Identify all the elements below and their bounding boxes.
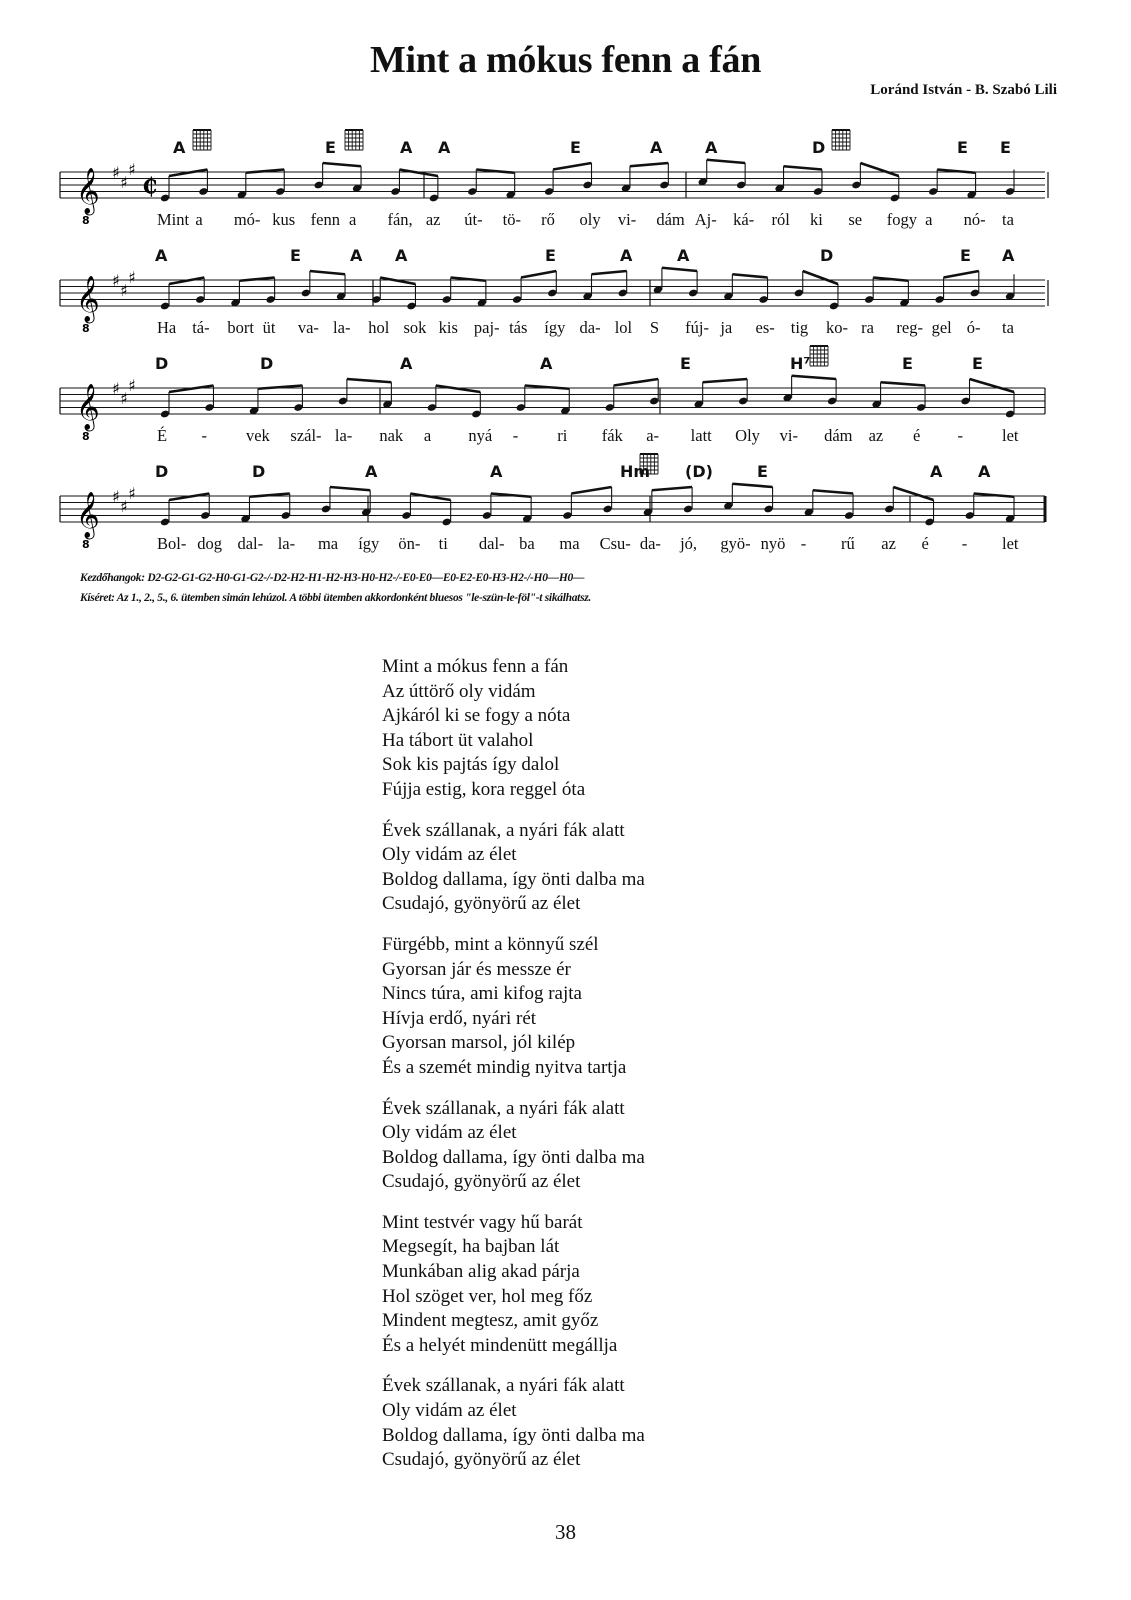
- chord-symbol: A: [173, 138, 186, 157]
- lyric-syllable: É: [157, 426, 168, 445]
- lyric-syllable: Bol-: [157, 534, 187, 553]
- lyric-syllable: az: [425, 210, 441, 229]
- lyric-syllable: ó-: [966, 318, 981, 337]
- lyrics-verses: [382, 655, 802, 1489]
- stanza: [382, 933, 802, 1081]
- note-beam: [553, 163, 591, 170]
- lyric-syllable: fák: [601, 426, 623, 445]
- lyric-syllable: jó,: [680, 534, 698, 553]
- lyric-syllable: gel: [931, 318, 952, 337]
- lyric-syllable: ról: [771, 210, 790, 229]
- lyric-syllable: -: [512, 426, 519, 445]
- chord-symbol: E: [902, 354, 913, 373]
- note-beam: [592, 271, 627, 274]
- sharp-icon: ♯: [112, 163, 120, 182]
- lyric-syllable: bort: [227, 318, 254, 337]
- lyric-syllable: sok: [403, 318, 427, 337]
- chord-diagram-icon: [830, 128, 852, 152]
- verse-line: Fújja estig, kora reggel óta: [382, 778, 586, 800]
- lyric-syllable: ta: [1002, 318, 1014, 337]
- note-beam: [732, 274, 767, 277]
- note-beam: [703, 379, 747, 382]
- lyric-syllable: ko-: [825, 318, 848, 337]
- chord-symbol: E: [957, 138, 968, 157]
- staff-system: [60, 356, 1065, 466]
- lyric-syllable: Ha: [157, 318, 177, 337]
- lyric-syllable: az: [868, 426, 884, 445]
- note-beam: [803, 271, 838, 284]
- lyric-syllable: dám: [656, 210, 685, 229]
- chord-symbol: D: [260, 354, 274, 373]
- staff-system: [60, 464, 1065, 574]
- verse-line: Munkában alig akad párja: [382, 1261, 580, 1283]
- lyric-syllable: rő: [541, 210, 555, 229]
- verse-line: Csudajó, gyönyörű az élet: [382, 1171, 581, 1193]
- verse-line: Mindent megtesz, amit győz: [382, 1310, 599, 1332]
- stanza: [382, 1374, 802, 1472]
- lyric-syllable: a: [423, 426, 432, 445]
- song-title: Mint a mókus fenn a fán: [369, 39, 762, 81]
- lyric-syllable: ma: [317, 534, 339, 553]
- chord-symbol: E: [757, 462, 768, 481]
- treble-clef-icon: 𝄞: [76, 168, 100, 214]
- verse-line: Csudajó, gyönyörű az élet: [382, 1449, 581, 1471]
- verse-line: Sok kis pajtás így dalol: [382, 754, 560, 776]
- verse-line: Ajkáról ki se fogy a nóta: [382, 705, 571, 727]
- note-beam: [399, 170, 437, 177]
- sharp-icon: ♯: [120, 280, 128, 300]
- lyric-syllable: ti: [438, 534, 448, 553]
- note-beam: [169, 494, 209, 501]
- chord-symbol: A: [400, 138, 413, 157]
- starting-notes: Kezdőhangok: D2-G2-G1-G2-H0-G1-G2-/-D2-H2-H1-H2-H3-H0-H2-/-E0-E0—E0-E2-E0-H3-H2-/-H0—H0—: [80, 572, 585, 584]
- verse-line: És a helyét mindenütt megállja: [382, 1334, 618, 1356]
- lyric-syllable: da-: [639, 534, 661, 553]
- verse-line: Évek szállanak, a nyári fák alatt: [382, 1375, 625, 1397]
- sharp-icon: ♯: [112, 271, 120, 290]
- lyric-syllable: út-: [464, 210, 483, 229]
- note-beam: [662, 268, 697, 271]
- note-beam: [813, 490, 853, 493]
- verse-line: Csudajó, gyönyörű az élet: [382, 893, 581, 915]
- note-beam: [169, 386, 213, 393]
- lyric-syllable: -: [961, 534, 968, 553]
- treble-clef-icon: 𝄞: [76, 276, 100, 322]
- lyric-syllable: a-: [646, 426, 660, 445]
- stanza: [382, 1211, 802, 1359]
- lyric-syllable: nyá: [468, 426, 493, 445]
- lyric-syllable: la-: [277, 534, 296, 553]
- chord-symbol: A: [620, 246, 633, 265]
- lyric-syllable: -: [800, 534, 807, 553]
- verse-line: Évek szállanak, a nyári fák alatt: [382, 1097, 625, 1119]
- lyric-syllable: vi-: [617, 210, 637, 229]
- lyric-syllable: ba: [519, 534, 535, 553]
- chord-symbol: A: [365, 462, 378, 481]
- lyric-syllable: fúj-: [685, 318, 709, 337]
- lyric-syllable: a: [195, 210, 203, 229]
- verse-line: Boldog dallama, így önti dalba ma: [382, 868, 645, 890]
- lyric-syllable: reg-: [896, 318, 923, 337]
- chord-symbol: (D): [685, 462, 713, 481]
- lyric-syllable: Csu-: [599, 534, 631, 553]
- chord-symbol: E: [1000, 138, 1011, 157]
- note-beam: [169, 278, 204, 285]
- lyric-syllable: fán,: [387, 210, 413, 229]
- lyric-syllable: é: [913, 426, 921, 445]
- song-authors: Loránd István - B. Szabó Lili: [870, 82, 1057, 98]
- chord-symbol: A: [155, 246, 168, 265]
- note-beam: [784, 166, 822, 169]
- lyric-syllable: szál-: [290, 426, 322, 445]
- lyric-syllable: így: [358, 534, 380, 553]
- lyric-syllable: va-: [297, 318, 319, 337]
- lyric-syllable: Aj-: [694, 210, 717, 229]
- verse-line: Boldog dallama, így önti dalba ma: [382, 1424, 645, 1446]
- verse-line: Évek szállanak, a nyári fák alatt: [382, 819, 625, 841]
- sharp-icon: ♯: [112, 487, 120, 506]
- chord-symbol: D: [820, 246, 834, 265]
- lyric-syllable: Mint: [157, 210, 190, 229]
- lyric-syllable: ki: [809, 210, 823, 229]
- stanza: [382, 655, 802, 803]
- lyric-syllable: ta: [1002, 210, 1014, 229]
- note-beam: [860, 163, 898, 176]
- lyric-syllable: dal-: [237, 534, 264, 553]
- chord-symbol: A: [400, 354, 413, 373]
- verse-line: Oly vidám az élet: [382, 1122, 517, 1144]
- chord-symbol: A: [677, 246, 690, 265]
- lyric-syllable: vek: [245, 426, 270, 445]
- lyric-syllable: lol: [614, 318, 633, 337]
- note-beam: [614, 379, 658, 386]
- verse-line: És a szemét mindig nyitva tartja: [382, 1056, 627, 1078]
- lyric-syllable: fogy: [886, 210, 918, 229]
- note-beam: [652, 487, 692, 490]
- chord-symbol: E: [290, 246, 301, 265]
- note-beam: [323, 163, 361, 166]
- lyric-syllable: tá-: [192, 318, 210, 337]
- lyric-syllable: az: [881, 534, 896, 553]
- lyric-syllable: let: [1002, 426, 1019, 445]
- note-beam: [347, 379, 391, 382]
- lyric-syllable: tö-: [502, 210, 522, 229]
- verse-line: Boldog dallama, így önti dalba ma: [382, 1146, 645, 1168]
- note-beam: [732, 484, 772, 487]
- lyric-syllable: ri: [557, 426, 568, 445]
- lyric-syllable: Oly: [735, 426, 760, 445]
- page-number: 38: [555, 1520, 576, 1544]
- chord-symbol: D: [252, 462, 266, 481]
- staff-system: [60, 140, 1065, 250]
- stanza: [382, 819, 802, 917]
- treble-clef-icon: 𝄞: [76, 384, 100, 430]
- note-beam: [330, 487, 370, 490]
- note-beam: [630, 163, 668, 166]
- accompaniment-note: Kíséret: Az 1., 2., 5., 6. ütemben simán lehúzol. A többi ütemben akkordonként bluesos "le-szün-le-föl"-t sikálhatsz.: [80, 592, 591, 604]
- chord-diagram-icon: [638, 452, 660, 476]
- chord-symbol: A: [930, 462, 943, 481]
- chord-symbol: A: [1002, 246, 1015, 265]
- note-beam: [436, 386, 480, 393]
- lyric-syllable: kis: [438, 318, 458, 337]
- lyric-syllable: nyö: [760, 534, 786, 553]
- octave-mark-icon: 8: [82, 322, 90, 335]
- chord-diagram-icon: [191, 128, 213, 152]
- lyric-syllable: é: [921, 534, 929, 553]
- note-beam: [521, 271, 556, 278]
- chord-symbol: D: [155, 462, 169, 481]
- verse-line: Megsegít, ha bajban lát: [382, 1236, 560, 1258]
- chord-symbol: A: [395, 246, 408, 265]
- chord-symbol: E: [325, 138, 336, 157]
- lyric-syllable: ja: [720, 318, 733, 337]
- chord-symbol: Hm: [620, 462, 651, 481]
- lyric-syllable: nó-: [963, 210, 986, 229]
- chord-symbol: A: [490, 462, 503, 481]
- lyric-syllable: a: [925, 210, 933, 229]
- lyric-syllable: -: [201, 426, 207, 445]
- verse-line: Oly vidám az élet: [382, 844, 517, 866]
- note-beam: [410, 494, 450, 501]
- chord-symbol: E: [960, 246, 971, 265]
- note-beam: [893, 487, 933, 500]
- verse-line: Az úttörő oly vidám: [382, 680, 536, 702]
- lyric-syllable: dal-: [478, 534, 505, 553]
- verse-line: Mint a mókus fenn a fán: [382, 656, 569, 677]
- chord-diagram-icon: [808, 344, 830, 368]
- note-beam: [169, 170, 207, 177]
- chord-symbol: D: [155, 354, 169, 373]
- note-beam: [944, 271, 979, 278]
- lyric-syllable: ön-: [398, 534, 421, 553]
- lyric-syllable: nak: [379, 426, 404, 445]
- lyric-syllable: latt: [690, 426, 712, 445]
- chord-symbol: A: [705, 138, 718, 157]
- verse-line: Gyorsan jár és messze ér: [382, 958, 571, 980]
- lyric-syllable: ra: [861, 318, 874, 337]
- verse-line: Hívja erdő, nyári rét: [382, 1007, 537, 1029]
- chord-symbol: E: [972, 354, 983, 373]
- treble-clef-icon: 𝄞: [76, 492, 100, 538]
- lyric-syllable: gyö-: [720, 534, 751, 553]
- chord-symbol: E: [680, 354, 691, 373]
- lyric-syllable: fenn: [310, 210, 340, 229]
- note-beam: [707, 160, 745, 163]
- lyric-syllable: let: [1002, 534, 1019, 553]
- sharp-icon: ♯: [128, 483, 136, 503]
- verse-line: Ha tábort üt valahol: [382, 729, 534, 751]
- note-beam: [881, 382, 925, 385]
- lyric-syllable: ma: [559, 534, 580, 553]
- verse-line: Hol szöget ver, hol meg főz: [382, 1285, 593, 1307]
- lyric-syllable: így: [544, 318, 566, 337]
- lyric-syllable: -: [957, 426, 964, 445]
- sharp-icon: ♯: [112, 379, 120, 398]
- chord-symbol: A: [978, 462, 991, 481]
- chord-symbol: A: [650, 138, 663, 157]
- octave-mark-icon: 8: [82, 214, 90, 227]
- verse-line: Oly vidám az élet: [382, 1400, 517, 1422]
- lyric-syllable: dám: [824, 426, 853, 445]
- verse-line: Nincs túra, ami kifog rajta: [382, 983, 582, 1005]
- note-beam: [970, 379, 1014, 392]
- lyric-syllable: tig: [790, 318, 809, 337]
- note-beam: [310, 271, 345, 274]
- lyric-syllable: hol: [368, 318, 390, 337]
- chord-symbol: A: [540, 354, 553, 373]
- chord-symbol: A: [438, 138, 451, 157]
- octave-mark-icon: 8: [82, 538, 90, 551]
- lyric-syllable: la-: [333, 318, 351, 337]
- lyric-syllable: oly: [579, 210, 601, 229]
- octave-mark-icon: 8: [82, 430, 90, 443]
- note-beam: [571, 487, 611, 494]
- lyric-syllable: rű: [841, 534, 855, 553]
- lyric-syllable: paj-: [473, 318, 500, 337]
- verse-line: Gyorsan marsol, jól kilép: [382, 1032, 576, 1054]
- chord-symbol: A: [350, 246, 363, 265]
- chord-symbol: E: [570, 138, 581, 157]
- sharp-icon: ♯: [128, 267, 136, 287]
- lyric-syllable: a: [349, 210, 357, 229]
- lyric-syllable: ká-: [733, 210, 755, 229]
- lyric-syllable: üt: [262, 318, 276, 337]
- lyric-syllable: vi-: [779, 426, 798, 445]
- lyric-syllable: es-: [755, 318, 775, 337]
- lyric-syllable: S: [649, 318, 660, 337]
- verse-line: Mint testvér vagy hű barát: [382, 1211, 583, 1233]
- verse-line: Fürgébb, mint a könnyű szél: [382, 933, 599, 955]
- note-beam: [792, 376, 836, 379]
- lyric-syllable: kus: [272, 210, 296, 229]
- chord-symbol: H⁷: [790, 354, 811, 373]
- sharp-icon: ♯: [120, 172, 128, 192]
- note-beam: [380, 278, 415, 285]
- chord-symbol: D: [812, 138, 826, 157]
- sharp-icon: ♯: [128, 375, 136, 395]
- lyric-syllable: tás: [509, 318, 528, 337]
- chord-symbol: E: [545, 246, 556, 265]
- sharp-icon: ♯: [120, 388, 128, 408]
- stanza: [382, 1097, 802, 1195]
- staff-system: [60, 248, 1065, 358]
- lyric-syllable: dog: [197, 534, 222, 553]
- sharp-icon: ♯: [128, 159, 136, 179]
- lyric-syllable: da-: [579, 318, 601, 337]
- lyric-syllable: se: [848, 210, 863, 229]
- cut-time-icon: ₵: [142, 173, 158, 200]
- lyric-syllable: la-: [334, 426, 353, 445]
- sharp-icon: ♯: [120, 496, 128, 516]
- chord-diagram-icon: [343, 128, 365, 152]
- lyric-syllable: mó-: [233, 210, 261, 229]
